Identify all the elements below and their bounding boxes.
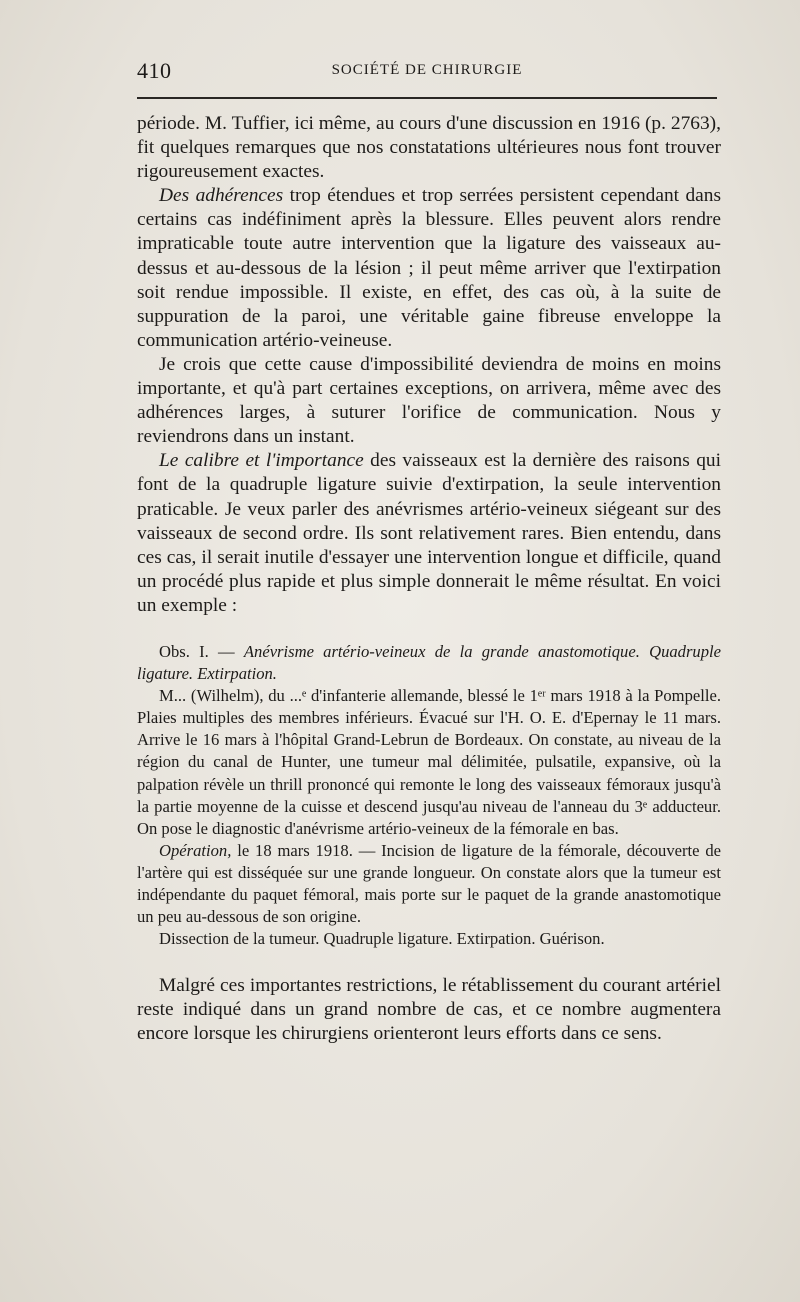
paragraph-2-emphasis: Des adhérences [159, 185, 284, 207]
paragraph-2 [137, 184, 721, 353]
paragraph-2-text: trop étendues et trop serrées persistent cependant dans certains cas indéfiniment après la blessure. Elles peuvent alors rendre impraticable toute autre intervention que la ligature des vaisseaux au-dessus et au-dessous de la lésion ; il peut même arriver que l'extirpation soit rendue impossible. Il existe, en effet, des cas où, à la suite de suppuration de la paroi, une véritable gaine fibreuse enveloppe la communication artério-veineuse. [137, 185, 721, 351]
operation-label: Opération, [159, 840, 232, 860]
paragraph-4-text: des vaisseaux est la dernière des raisons qui font de la quadruple ligature suivie d'extirpation, la seule intervention praticable. Je veux parler des anévrismes artério-veineux siégeant sur des vaisseaux de second ordre. Ils sont relativement rares. Bien entendu, dans ces cas, il serait inutile d'essayer une intervention longue et difficile, quand un procédé plus rapide et plus simple donnerait le même résultat. En voici un exemple : [137, 450, 721, 616]
page-number: 410 [137, 58, 172, 83]
body-text [137, 112, 721, 1047]
observation-operation [137, 840, 721, 928]
closing-block [137, 974, 721, 1046]
paragraph-4 [137, 449, 721, 618]
observation-heading [137, 641, 721, 685]
paragraph-4-emphasis: Le calibre et l'importance [159, 450, 364, 472]
running-head [137, 58, 717, 88]
paragraph-3: Je crois que cette cause d'impossibilité deviendra de moins en moins importante, et qu'à part certaines exceptions, on arrivera, même avec des adhérences larges, à suturer l'orifice de communication. Nous y reviendrons dans un instant. [137, 353, 721, 448]
observation-title: Anévrisme artério-veineux de la grande anastomotique. Quadruple ligature. Extirpation. [137, 641, 721, 684]
paragraph-1: période. M. Tuffier, ici même, au cours d'une discussion en 1916 (p. 2763), fit quelques remarques que nos constatations ultérieures nous font trouver rigoureusement exactes. [137, 113, 721, 183]
observation-case: M... (Wilhelm), du ...ᵉ d'infanterie allemande, blessé le 1ᵉʳ mars 1918 à la Pompelle. Plaies multiples des membres inférieurs. Évacué sur l'H. O. E. d'Epernay le 11 mars. Arrive le 16 mars à l'hôpital Grand-Lebrun de Bordeaux. On constate, au niveau de la région du canal de Hunter, une tumeur mal délimitée, pulsatile, expansive, où la palpation révèle un thrill prononcé qui remonte le long des vaisseaux fémoraux jusqu'à la partie moyenne de la cuisse et descend jusqu'au niveau de l'anneau du 3ᵉ adducteur. On pose le diagnostic d'anévrisme artério-veineux de la fémorale en bas. [137, 686, 721, 838]
main-text [137, 112, 721, 618]
observation-result: Dissection de la tumeur. Quadruple ligature. Extirpation. Guérison. [159, 929, 605, 949]
operation-text: le 18 mars 1918. — Incision de ligature de la fémorale, découverte de l'artère qui est disséquée sur une grande longueur. On constate alors que la tumeur est indépendante du paquet fémoral, mais porte sur le paquet de la grande anastomotique un peu au-dessous de son origine. [137, 840, 721, 927]
header-rule [137, 97, 717, 99]
observation-block [137, 641, 721, 950]
closing-paragraph: Malgré ces importantes restrictions, le rétablissement du courant artériel reste indiqué dans un grand nombre de cas, et ce nombre augmentera encore lorsque les chirurgiens orienteront leurs efforts dans ce sens. [137, 975, 721, 1045]
journal-title: SOCIÉTÉ DE CHIRURGIE [331, 62, 523, 78]
observation-label: Obs. I. — [159, 641, 244, 661]
